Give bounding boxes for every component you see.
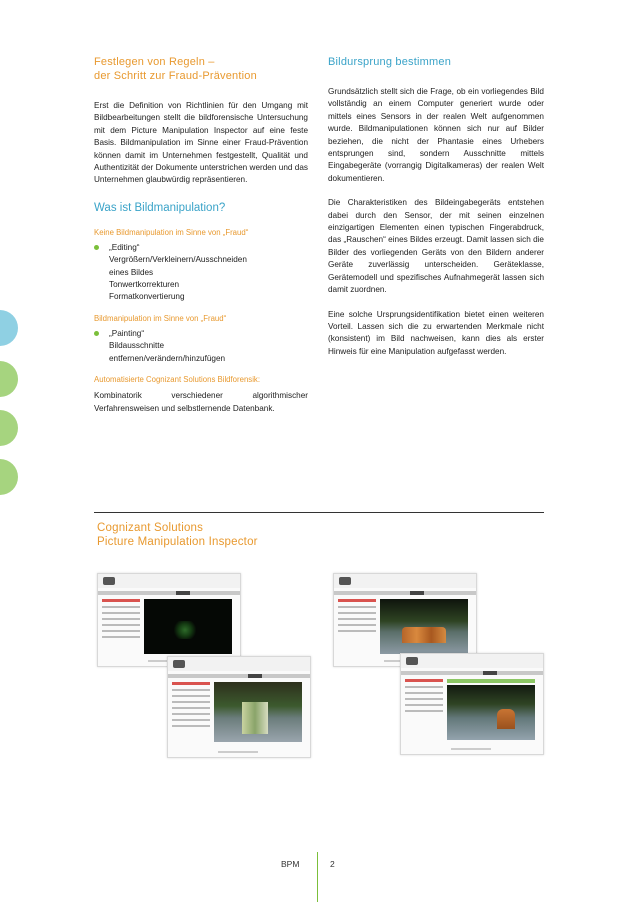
side-tab-2[interactable] bbox=[0, 361, 18, 397]
preview-image bbox=[380, 599, 468, 654]
footer-divider bbox=[317, 852, 318, 902]
logo-icon bbox=[406, 657, 418, 665]
origin-paragraph-1: Grundsätzlich stellt sich die Frage, ob ein vorliegendes Bild vollständig an einem Computer generiert wurde oder mittels eines Sensors in der realen Welt aufgenommen wurde. Bildmanipulationen können sich nur auf Bilder beziehen, die nicht der Phantasie eines Urhebers entsprungen sind, sondern Ausschnitte mittels Eingabegeräte (vorrangig Digitalkameras) der realen Welt dokumentieren. bbox=[328, 87, 544, 183]
footer-label: BPM bbox=[281, 859, 300, 869]
preview-image bbox=[144, 599, 232, 654]
screenshot-dark-front bbox=[167, 656, 311, 758]
product-title: Cognizant Solutions Picture Manipulation Inspector bbox=[97, 522, 258, 548]
origin-heading: Bildursprung bestimmen bbox=[328, 56, 452, 68]
editing-bullet: „Editing“ Vergrößern/Verkleinern/Ausschneiden eines Bildes Tonwertkorrekturen Formatkonvertierung bbox=[94, 242, 308, 304]
forensics-paragraph: Kombinatorik verschiedener algorithmischer Verfahrensweisen und selbstlernende Datenbank. bbox=[94, 391, 308, 413]
origin-paragraph-2: Die Charakteristiken des Bildeingabegeräts entstehen dabei durch den Sensor, der mit seinen einzelnen einzigartigen Elementen einen typischen Fingerabdruck, das „Rauschen“ eines Bildes erzeugt. Damit lassen sich die Bilder des vorliegenden Geräts von den Bildern anderer Geräte zuverlässig unterscheiden. Geräteklasse, Gerätemodell und spezifisches Aufnahmegerät lassen sich damit zuordnen. bbox=[328, 198, 544, 295]
side-tab-4[interactable] bbox=[0, 459, 18, 495]
painting-bullet: „Painting“ Bildausschnitte entfernen/verändern/hinzufügen bbox=[94, 328, 308, 365]
preview-image bbox=[214, 682, 302, 742]
logo-icon bbox=[339, 577, 351, 585]
fraud-subheading: Bildmanipulation im Sinne von „Fraud“ bbox=[94, 313, 227, 323]
logo-icon bbox=[103, 577, 115, 585]
right-column bbox=[328, 55, 544, 358]
forensics-subheading: Automatisierte Cognizant Solutions Bildforensik: bbox=[94, 375, 260, 385]
page-number: 2 bbox=[330, 859, 335, 869]
left-column bbox=[94, 55, 308, 415]
no-fraud-subheading: Keine Bildmanipulation im Sinne von „Fraud“ bbox=[94, 227, 249, 237]
rules-heading: Festlegen von Regeln – der Schritt zur Fraud-Prävention bbox=[94, 56, 257, 82]
logo-icon bbox=[173, 660, 185, 668]
screenshot-dark-back bbox=[97, 573, 241, 667]
side-tab-3[interactable] bbox=[0, 410, 18, 446]
section-divider bbox=[94, 512, 544, 513]
rules-paragraph: Erst die Definition von Richtlinien für den Umgang mit Bildbearbeitungen stellt die bildforensische Untersuchung mit dem Picture Manipulation Inspector auf eine feste Basis. Bildmanipulation im Sinne einer Fraud-Prävention können damit im Unternehmen festgestellt, Qualität und Authentizität der Dokumente unterstrichen werden und das Unternehmen glaubwürdig repräsentieren. bbox=[94, 101, 308, 185]
bullet-dot bbox=[94, 331, 99, 336]
preview-image bbox=[447, 685, 535, 740]
side-tab-1[interactable] bbox=[0, 310, 18, 346]
origin-paragraph-3: Eine solche Ursprungsidentifikation bietet einen weiteren Vorteil. Lassen sich die zu erwartenden Merkmale nicht (konsistent) im Bild nachweisen, kann dies als erster Hinweis für eine Manipulation aufgefasst werden. bbox=[328, 309, 544, 356]
bullet-dot bbox=[94, 245, 99, 250]
manipulation-heading: Was ist Bildmanipulation? bbox=[94, 201, 226, 214]
screenshot-cats-front bbox=[400, 653, 544, 755]
